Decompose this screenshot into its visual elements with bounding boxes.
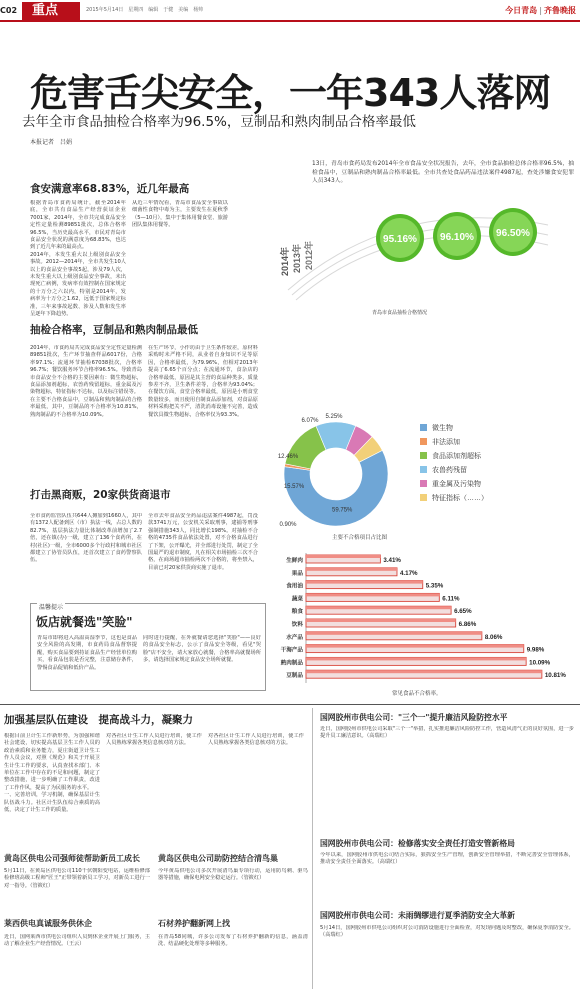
main-title: 危害舌尖安全，一年343人落网 — [30, 71, 551, 115]
bar-highlight — [306, 581, 423, 584]
section-2-col-a: 2014年，市食药局共完成食品安全定性定量检测89851批次，生产环节抽查样品6017份，合格率97.1%；流通环节抽检67038批次，合格率96.7%；餐饮服务环节合格率96.5%。导致青岛市食品安全不合格的主要因素有：微生物超标，食品添加剂超标，农兽药残留超标，重金属及污染物超标，特征指标不达标，以及标注错误等。 在主要不合格食品中，豆制品和熟肉制品的合格率最低，其中，豆制品的不合格率为10.81%，熟肉制品的不合格率为10.09%。 — [30, 345, 142, 418]
bottom-left-head: 加强基层队伍建设 提高战斗力，凝聚力 — [4, 714, 193, 726]
ring-year-2012: 2012年 — [304, 240, 314, 270]
bar-value-label: 6.65% — [454, 608, 472, 616]
brand: 今日青岛 | 齐鲁晚报 — [505, 6, 576, 15]
legend-label: 农兽药残留 — [432, 467, 467, 474]
sub-body-3: 近日，国网莱西市供电公司组织人员到休企业开展上门服务，主动了解企业生产经营情况。（王云） — [4, 934, 150, 948]
legend-label: 非法添加 — [432, 439, 460, 446]
legend-swatch — [420, 494, 427, 501]
issue-meta: 2015年5月14日 星期四 编辑 于健 美编 杨帅 — [86, 7, 204, 13]
unqualified-items-chart — [272, 412, 572, 534]
legend-swatch — [420, 438, 427, 445]
bar-value-label: 4.17% — [399, 569, 418, 577]
section-3-col-b: 全市去年食品安全药品违法案件4987起，罚没款3741万元，公安机关采取刑事，逮捕等刑事强制措施343人，同比增长198%。对抽检不合格的4735件食品依法处置，对不合格食品进行了下架，公开曝光，并全部进行处罚，制定了全国最严的退市制度，凡在相关市场抽检三次不合格，在商场超市抽检两次不合格的，将坐禁入，目前已对20家供货商实施了退市。 — [148, 513, 258, 571]
right-head-2: 国网胶州市供电公司：检修落实安全责任打造安管新格局 — [320, 839, 515, 848]
unqualified-rate-svg — [272, 549, 575, 689]
bar-highlight — [306, 606, 451, 609]
ring-2012 — [376, 214, 424, 262]
bar-caption: 常见食品不合格率。 — [392, 691, 442, 697]
legend-swatch — [420, 452, 427, 459]
bottom-left-col-c: 对各社区计生工作人员进行培训，使工作人员熟练掌握各类信息核对的方法。 — [208, 733, 304, 747]
sub-head-2: 黄岛区供电公司助防控结合清鸟巢 — [158, 854, 278, 863]
right-head-1: 国网胶州市供电公司："三个一"提升廉洁风险防控水平 — [320, 713, 508, 722]
svg-text:96.50%: 96.50% — [496, 228, 530, 239]
bar-value-label: 10.09% — [529, 659, 551, 667]
donut-label: 0.90% — [279, 522, 297, 528]
bar-highlight — [306, 619, 456, 622]
bar-highlight — [306, 568, 397, 571]
donut-label: 12.46% — [277, 454, 299, 460]
section-title-3: 打击黑商贩，20家供货商退市 — [30, 489, 171, 501]
bar-category: 豆制品 — [286, 673, 303, 680]
sub-head-1: 黄岛区供电公司强师徒帮助新员工成长 — [4, 854, 140, 863]
sub-head-3: 莱西供电真诚服务供休企 — [4, 919, 92, 928]
reminder-title: 饭店就餐选"笑脸" — [36, 615, 133, 629]
bar-category: 水产品 — [286, 634, 303, 641]
ring-year-2014: 2014年 — [280, 246, 290, 276]
bar-value-label: 3.41% — [383, 557, 401, 564]
right-body-1: 近日，国网胶州市供电公司采取"三个一"举措，扎实推进廉洁风险防控工作，营造风清气正的良好氛围，进一步提升员工廉洁意识。（高瑞红） — [320, 726, 574, 740]
bar-category: 生鲜肉 — [286, 558, 303, 564]
bar-highlight — [306, 593, 439, 596]
bar-highlight — [306, 645, 524, 648]
legend-swatch — [420, 466, 427, 473]
bar-category: 饮料 — [291, 622, 303, 628]
legend-swatch — [420, 480, 427, 487]
bar-value-label: 5.35% — [425, 582, 444, 590]
bar-category: 粮食 — [291, 609, 303, 616]
sub-head-4: 石材养护翻新网上找 — [158, 919, 230, 928]
qualified-rate-caption: 青岛市食品抽检合格情况 — [372, 310, 428, 316]
reminder-col-a: 青岛市即将进入高温高湿季节，这也是食品安全风险的高发期，市食药局食品督察提醒，购买食品要到持证食品生产经营单位购买，看食品包装是否完整，注意储存条件，警惕食品促销和低价产品。 — [37, 635, 137, 671]
sub-body-2: 今年黄岛供电公司多次开展清鸟巢专项行动，运用防鸟刺、驱鸟器等措施，确保电网安全稳定运行。（管筱红） — [158, 868, 308, 882]
reminder-col-b: 同时进行提醒，在外就餐请您选择"笑脸"——良好的食品安全标志，公示了食品安全等级，看见"哭脸"店不安全，请大家放心就餐，合格率高就餐场所多，请选择国家规定食品安全场所就餐。 — [143, 635, 261, 664]
ring-2013 — [433, 212, 481, 260]
svg-text:96.10%: 96.10% — [440, 232, 474, 243]
bar-category: 熟肉制品 — [280, 660, 303, 667]
col-separator — [312, 708, 313, 989]
qualified-rate-svg — [248, 185, 578, 305]
section-title-1: 食安满意率68.83%，近几年最高 — [30, 183, 190, 195]
main-subtitle: 去年全市食品抽检合格率为96.5%，豆制品和熟肉制品合格率最低 — [22, 114, 416, 130]
intro-text: 13日，青岛市食药局发布2014年全市食品安全状况报告，去年，全市食品抽检总体合格率96.5%，抽检食品中，豆制品和熟肉制品合格率最低。全市共查处食品药品违法案件4987起，查处涉嫌食安犯罪人员343人。 — [312, 161, 574, 185]
donut-label: 5.25% — [325, 414, 343, 420]
ring-2014 — [489, 208, 537, 256]
section-title-2: 抽检合格率，豆制品和熟肉制品最低 — [30, 324, 198, 336]
section-1-col-b: 从近三年情况看，青岛市食品安全事故以细菌性食物中毒为主，主要发生在夏秋季（5—10月），集中于集体用餐食堂、旅游团队集体用餐等。 — [132, 200, 228, 229]
bar-value-label: 8.06% — [484, 633, 503, 641]
unqualified-rate-chart — [272, 549, 575, 689]
bar-highlight — [306, 632, 482, 635]
donut-caption: 主要不合格项目占比图 — [332, 535, 388, 541]
bar-category: 食用油 — [286, 583, 303, 590]
donut-label: 15.57% — [283, 484, 305, 490]
donut-label: 6.07% — [301, 418, 319, 424]
divider-bottom — [0, 704, 580, 705]
right-body-3: 5月14日，国网胶州市供电公司组织对公司消防设施进行全面检查，对发现问题及时整改，确保夏季消防安全。（高瑞红） — [320, 925, 574, 939]
bar-highlight — [306, 555, 380, 558]
bar-category: 干海产品 — [280, 647, 303, 654]
bar-value-label: 9.98% — [526, 646, 545, 654]
reminder-box — [30, 603, 266, 691]
right-head-3: 国网胶州市供电公司：未雨绸缪进行夏季消防安全大革新 — [320, 911, 515, 920]
legend-label: 食品添加剂超标 — [432, 453, 481, 460]
page-header — [0, 0, 580, 22]
bar-value-label: 6.11% — [442, 595, 460, 603]
section-1-col-a: 根据青岛市食药局统计，截至2014年底，全市共有食品生产经营获证企业7001家，2014年，全市共完成食品安全定性定量检测89851批次，总体合格率96.5%，当历史最高水平，市民对青岛市食品安全状况的满意度为68.83%，也达到了近几年来的最高点。 2014年，本发生重大以上级别食品安全事故。2012—2014年，全市共发生10人以上的食品安全事故5起，涉及79人次，未发生重大以上级别食品安全事故，未出现死亡病例，发病率有效控制在国家规定的十万分之六以内，特别是2014年，发病率为十万分之1.62，远低于国家规定标准，三年来事故起数、涉及人数和发生率呈逐年下降趋势。 — [30, 200, 126, 318]
qualified-rate-chart — [248, 185, 578, 305]
page-code: C02 — [0, 3, 22, 18]
legend-label: 重金属及污染物 — [432, 481, 481, 488]
bottom-left-col-a: 根据目前卫计生工作新形势，为加强和谐社会建设，切实提高基层卫生工作人员的政治素质和业务能力，夏庄街道卫计生工作人员会议，对照《规范》和关于开展卫生计生工作的要求，认真查找本部门、本单位在工作中存在的不足和问题，制定了整改措施，进一步明确了工作职责，改进了工作作风，提高了为民服务的水平。 一、完善培训，学习机制，确保基层计生队伍战斗力。社区计生队伍综合素质的高低，决定了计生工作的质量。 — [4, 733, 100, 814]
bar-value-label: 10.81% — [544, 672, 566, 680]
section-label: 重点 — [22, 2, 80, 20]
svg-text:95.16%: 95.16% — [383, 234, 417, 245]
section-2-col-b: 在生产环节，小作坊由于卫生条件较差，原材料采购时未严格不同，从业者自身知识不足等原因，合格率最低，为79.96%，但相对2013年提高了6.65个百分点；在流通环节，食杂店的合格率最低，原因是其主营的食品种类多，质量参差不齐，卫生条件差等，合格率为93.04%；在餐饮方面，食堂合格率最低，原因是小刑食堂数量较多，而且使用自制食品添加剂，对食品原材料采购把关不严，清洗消毒设施不完善，造成餐饮具微生物超标，合格率仅为93.3%。 — [148, 345, 258, 418]
legend-label: 微生物 — [432, 425, 453, 432]
bar-highlight — [306, 657, 526, 660]
sub-body-4: 在青岛58同城，许多公司发布了石材养护翻新的信息，涵盖清洗、结晶硬化处理等多种服务。 — [158, 934, 308, 948]
legend-swatch — [420, 424, 427, 431]
right-body-2: 今年以来，国网胶州市供电公司结合实际，狠抓安全生产管理，创新安全管理举措，不断完善安全管理体系，推动安全责任全面落实。（高瑞红） — [320, 852, 574, 866]
bar-category: 果品 — [291, 570, 303, 577]
bottom-left-col-b: 对各社区计生工作人员进行培训，使工作人员熟练掌握各类信息核对的方法。 — [106, 733, 202, 747]
bar-highlight — [306, 670, 542, 673]
bar-value-label: 6.86% — [458, 621, 477, 628]
bar-category: 蔬菜 — [291, 596, 303, 603]
byline: 本报记者 吕娟 — [30, 139, 73, 146]
reminder-label: 温馨提示 — [39, 604, 64, 611]
legend-label: 特征指标（……） — [432, 495, 488, 502]
donut-label: 59.75% — [332, 507, 353, 514]
section-3-col-a: 全市食药监管队伍共644人摊加到1660人，其中有1372人配备到区（市）执法一线，占总人数的82.7%，基层执法力量比体制改革前增加了2.7倍，还在镇(办)一级，建立了136个食药所，在村(社区)一级，全市6000多个行政村和城市社区都建立了协管员队伍，还首次建立了食药警察队伍。 — [30, 513, 142, 564]
ring-year-2013: 2013年 — [292, 243, 302, 273]
unqualified-items-svg — [272, 412, 572, 534]
sub-body-1: 5月11日，在黄岛区供电公司110千伏朝阳变电站，运维检修部检修班高级工程师"匠王"正带领着新员工学习，对新员工进行一对一指导。（管筱红） — [4, 868, 150, 889]
